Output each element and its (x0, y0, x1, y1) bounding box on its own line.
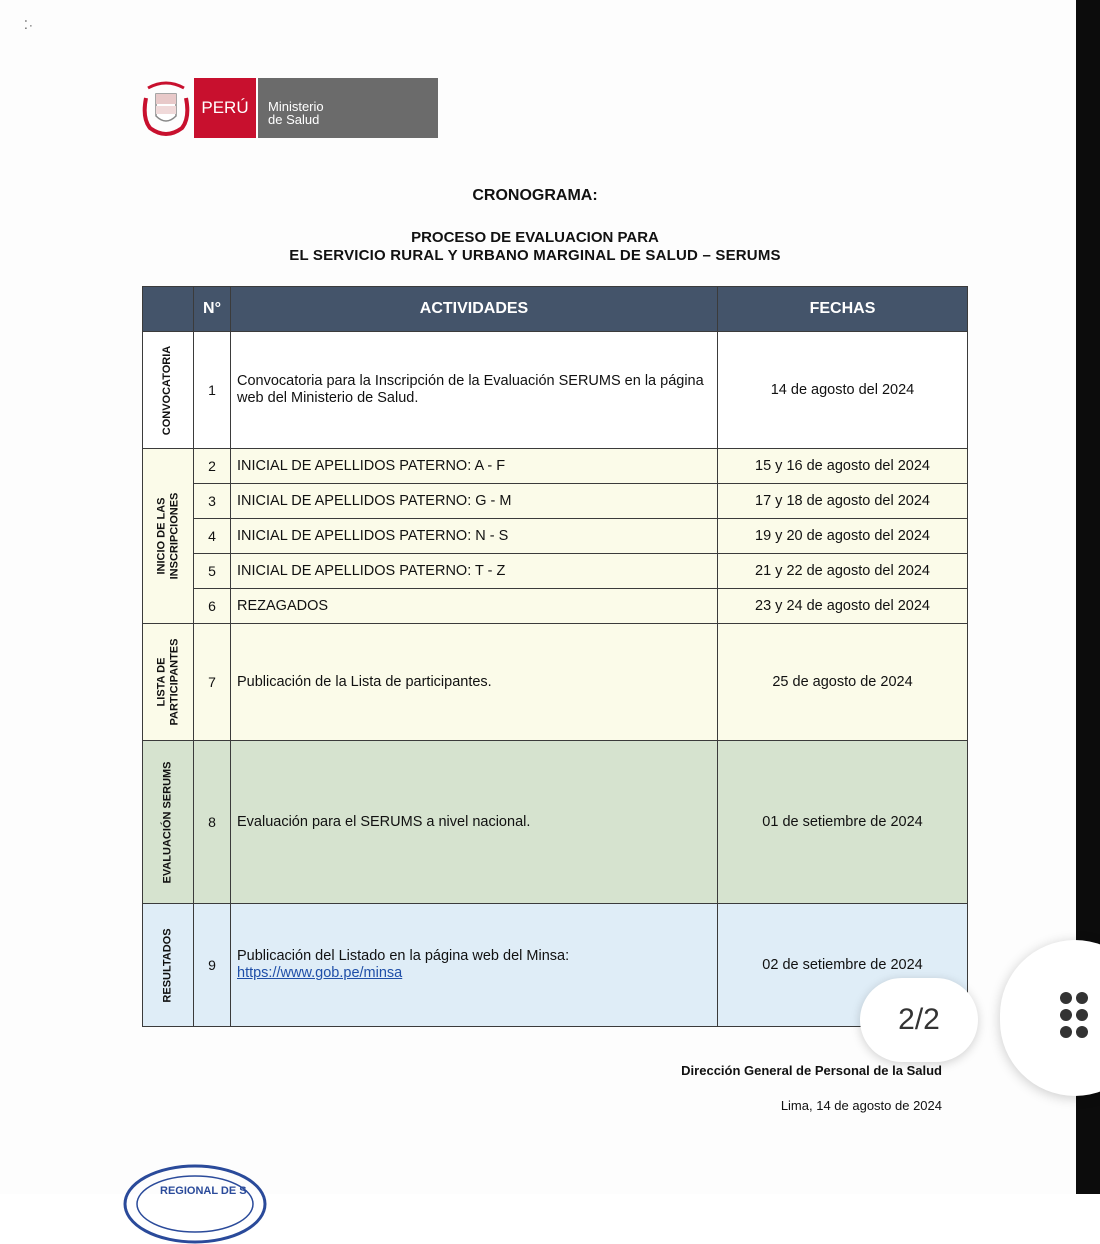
stage-label (155, 639, 181, 726)
row-date: 14 de agosto del 2024 (717, 331, 968, 449)
stage-inscripciones (142, 448, 194, 624)
document-subtitle-2: EL SERVICIO RURAL Y URBANO MARGINAL DE SALUD – SERUMS (289, 247, 781, 264)
row-activity: INICIAL DE APELLIDOS PATERNO: N - S (230, 518, 718, 554)
row-date: 23 y 24 de agosto del 2024 (717, 588, 968, 624)
row-activity: Publicación de la Lista de participantes. (230, 623, 718, 741)
row-date: 19 y 20 de agosto del 2024 (717, 518, 968, 554)
scan-speck: ⁚· (24, 18, 34, 32)
ministry-line2: de Salud (268, 112, 320, 127)
row-date: 15 y 16 de agosto del 2024 (717, 448, 968, 484)
row-date: 02 de setiembre de 2024 (717, 903, 968, 1027)
stage-label-line2: INSCRIPCIONES (168, 492, 181, 580)
schedule-table (142, 286, 968, 1027)
regional-stamp (120, 1164, 270, 1244)
row-date: 25 de agosto de 2024 (717, 623, 968, 741)
row-date: 17 y 18 de agosto del 2024 (717, 483, 968, 519)
stage-label (155, 493, 181, 580)
stage-resultados (142, 903, 194, 1027)
stage-label-line1: LISTA DE (155, 657, 167, 707)
row-activity: INICIAL DE APELLIDOS PATERNO: T - Z (230, 553, 718, 589)
stage-label-line2: PARTICIPANTES (168, 638, 180, 726)
ministry-line1: Ministerio (268, 99, 324, 114)
svg-text:REGIONAL DE S: REGIONAL DE S (160, 1185, 247, 1197)
stage-convocatoria (142, 331, 194, 449)
peru-label: PERÚ (194, 78, 256, 138)
signature-place-date: Lima, 14 de agosto de 2024 (780, 1098, 942, 1113)
row-number: 5 (193, 553, 231, 589)
row-number: 2 (193, 448, 231, 484)
row-number: 7 (193, 623, 231, 741)
row-activity (230, 903, 718, 1027)
row-activity-text: Publicación del Listado en la página web del Minsa: (237, 948, 570, 964)
row-activity: INICIAL DE APELLIDOS PATERNO: G - M (230, 483, 718, 519)
row-activity: REZAGADOS (230, 588, 718, 624)
stage-label: EVALUACIÓN SERUMS (161, 760, 174, 884)
header-dates: FECHAS (717, 286, 968, 332)
header-activities: ACTIVIDADES (230, 286, 718, 332)
row-activity: Evaluación para el SERUMS a nivel nacional. (230, 740, 718, 904)
stage-label: RESULTADOS (161, 927, 174, 1003)
peru-coat-of-arms-icon (140, 78, 192, 138)
row-number: 9 (193, 903, 231, 1027)
row-activity: Convocatoria para la Inscripción de la Evaluación SERUMS en la página web del Ministerio de Salud. (230, 331, 718, 449)
row-number: 8 (193, 740, 231, 904)
document-title: CRONOGRAMA: (472, 187, 598, 204)
drag-dots-icon (1060, 992, 1096, 1042)
stage-label: CONVOCATORIA (161, 345, 174, 435)
document-subtitle-1: PROCESO DE EVALUACION PARA (411, 229, 659, 246)
minsa-logo (140, 78, 438, 138)
row-number: 3 (193, 483, 231, 519)
page-indicator: 2/2 (860, 978, 978, 1062)
signature-office: Dirección General de Personal de la Salud (681, 1063, 942, 1078)
header-stage-blank (142, 286, 194, 332)
row-number: 1 (193, 331, 231, 449)
row-activity: INICIAL DE APELLIDOS PATERNO: A - F (230, 448, 718, 484)
stage-label-line1: INICIO DE LAS (155, 497, 168, 575)
minsa-link[interactable]: https://www.gob.pe/minsa (237, 965, 403, 981)
row-number: 4 (193, 518, 231, 554)
row-number: 6 (193, 588, 231, 624)
row-date: 01 de setiembre de 2024 (717, 740, 968, 904)
stage-evaluacion (142, 740, 194, 904)
header-number: N° (193, 286, 231, 332)
ministry-label (258, 78, 438, 138)
stage-lista-participantes (142, 623, 194, 741)
row-date: 21 y 22 de agosto del 2024 (717, 553, 968, 589)
